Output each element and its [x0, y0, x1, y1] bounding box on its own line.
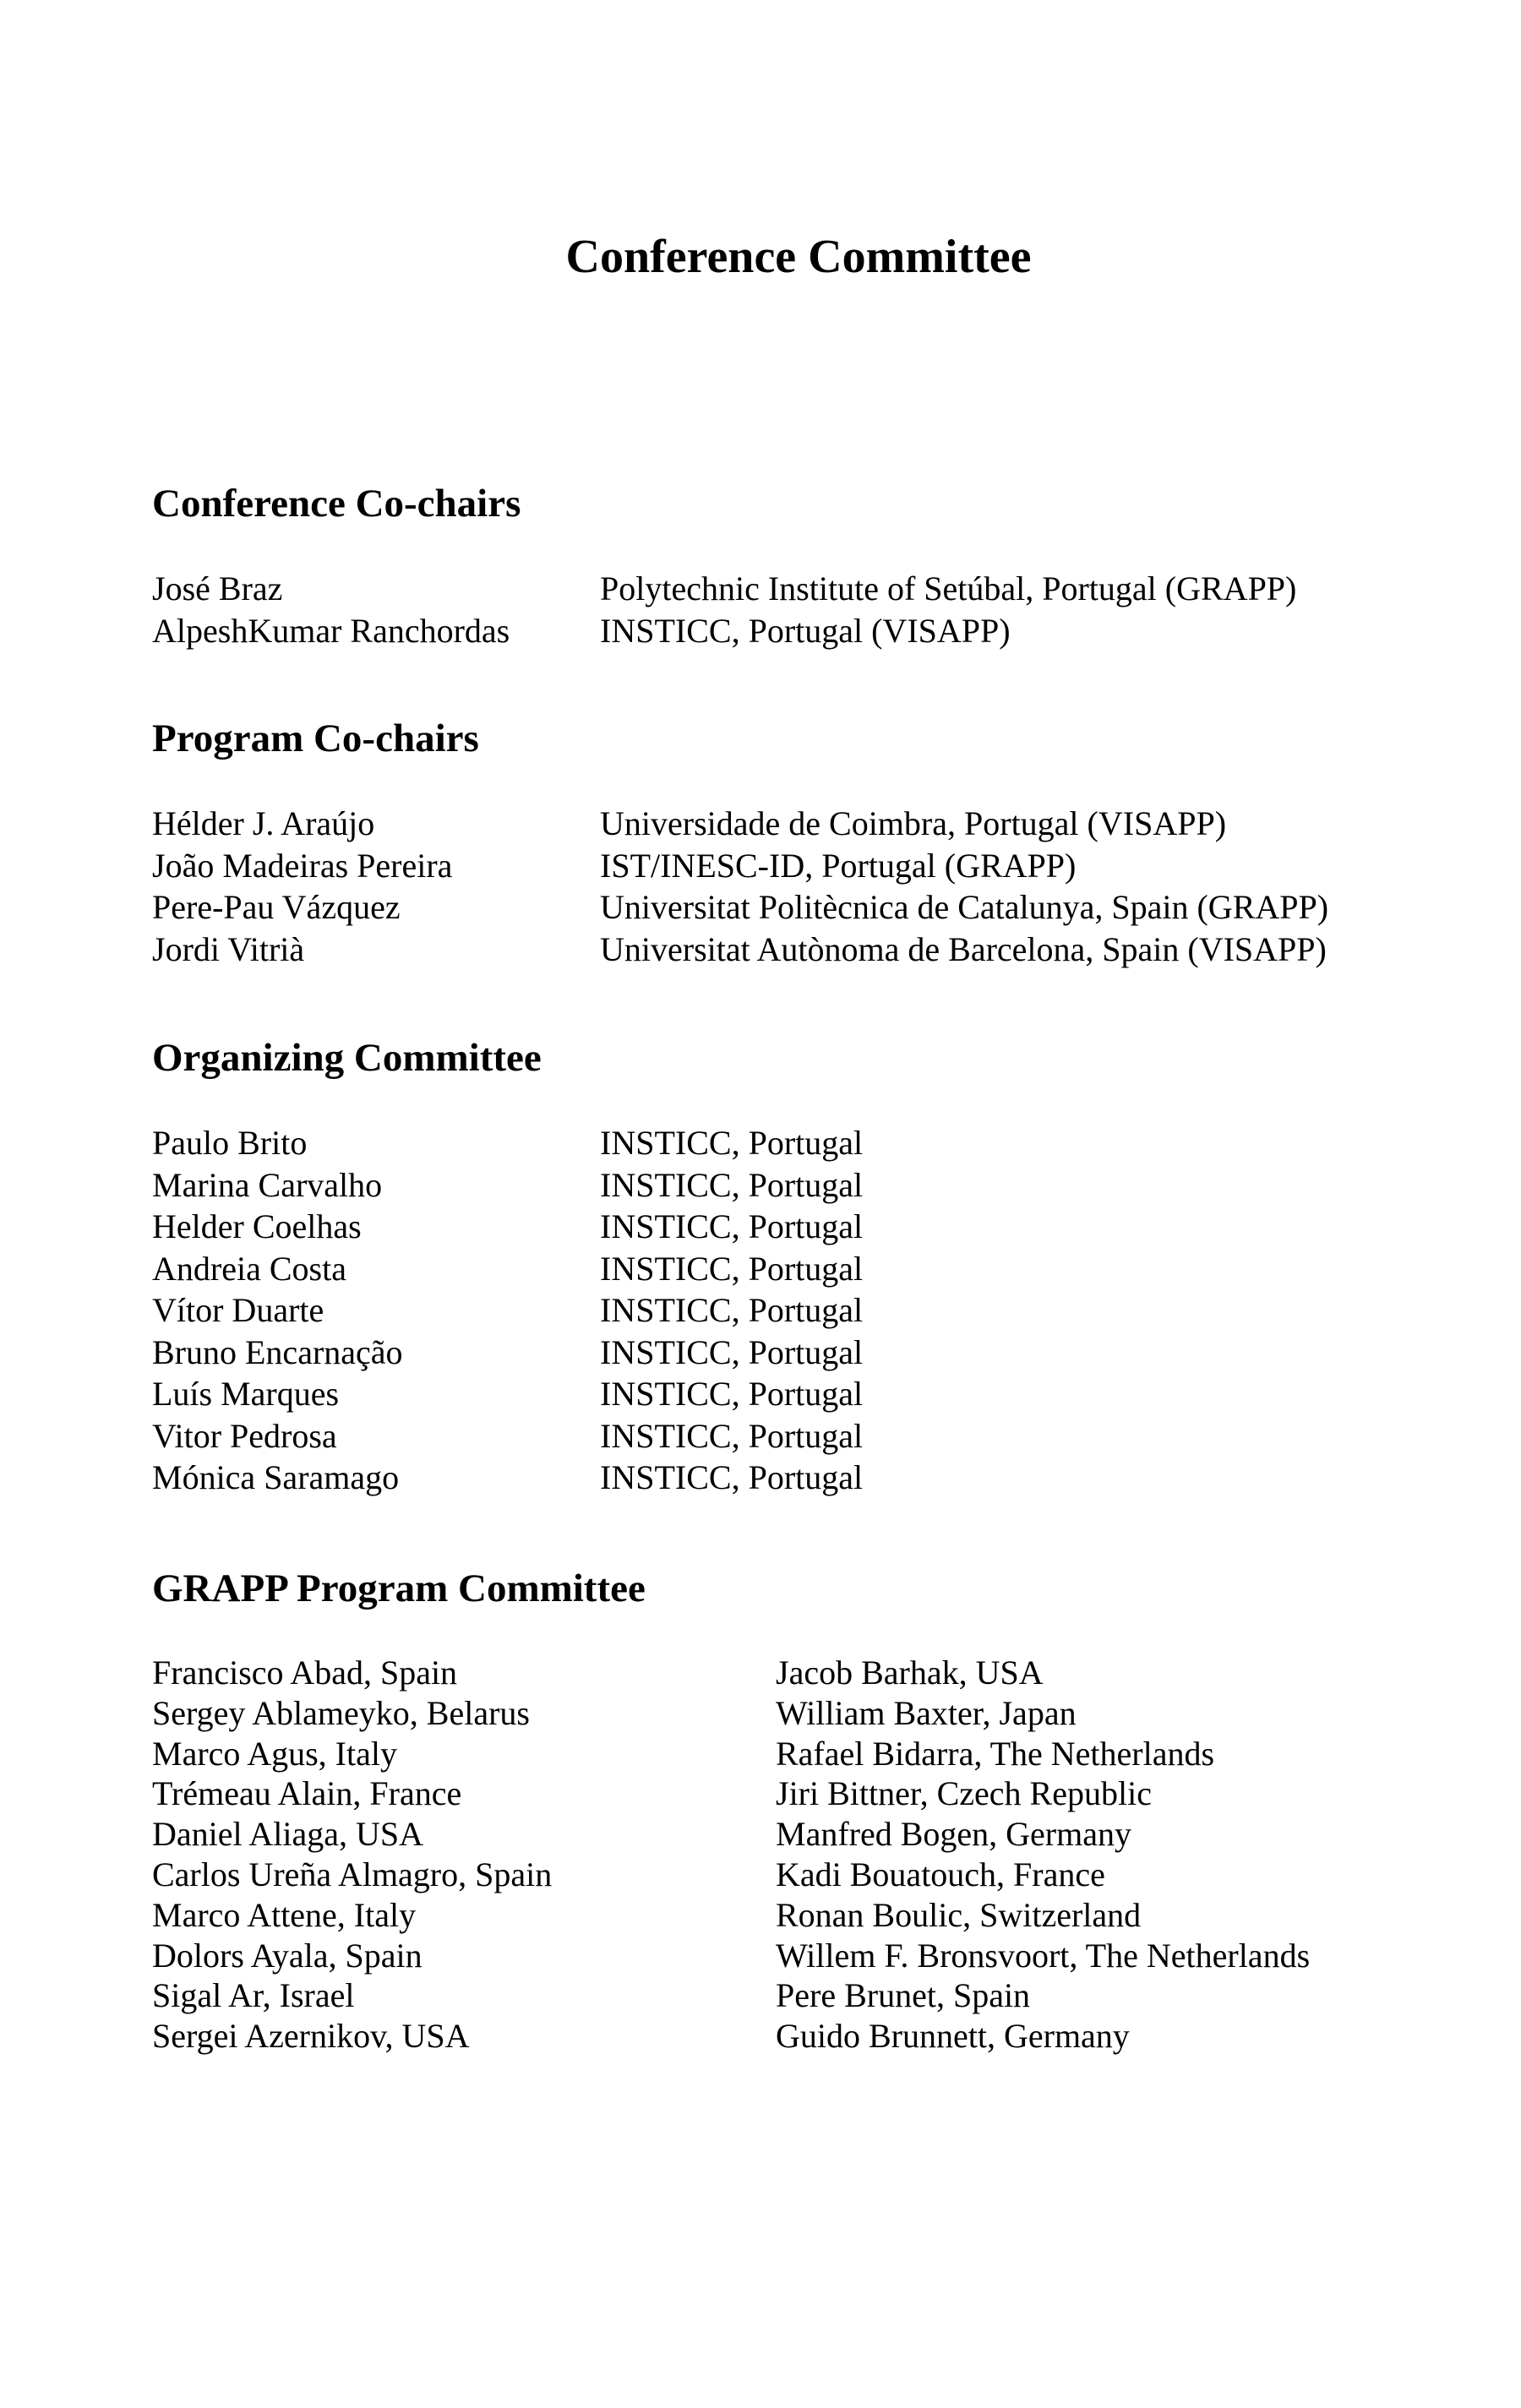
- member-name: Pere-Pau Vázquez: [152, 888, 401, 926]
- list-item: Marco Attene, Italy: [152, 1895, 417, 1934]
- list-item: Sigal Ar, Israel: [152, 1976, 355, 2015]
- section-grapp-program-committee: [152, 1565, 1386, 2057]
- member-name: Andreia Costa: [152, 1249, 346, 1288]
- member-row: [152, 1373, 1386, 1415]
- section-heading: Conference Co-chairs: [152, 482, 521, 526]
- member-row: [152, 1415, 1386, 1457]
- list-item: Daniel Aliaga, USA: [152, 1815, 424, 1854]
- list-item: Rafael Bidarra, The Netherlands: [776, 1734, 1215, 1773]
- member-name: João Madeiras Pereira: [152, 846, 453, 885]
- list-item: Ronan Boulic, Switzerland: [776, 1895, 1142, 1934]
- section-organizing-committee: [152, 1034, 1386, 1499]
- member-row: [152, 1457, 1386, 1499]
- member-name: Helder Coelhas: [152, 1207, 362, 1245]
- list-item: William Baxter, Japan: [776, 1693, 1077, 1732]
- list-item: Jiri Bittner, Czech Republic: [776, 1774, 1152, 1813]
- member-columns: [152, 1653, 1386, 2057]
- member-name: AlpeshKumar Ranchordas: [152, 611, 510, 650]
- member-row: [152, 803, 1386, 845]
- member-list: [152, 1122, 1386, 1499]
- member-affiliation: INSTICC, Portugal: [600, 1416, 864, 1455]
- page-title: Conference Committee: [565, 231, 1032, 283]
- member-affiliation: Universitat Autònoma de Barcelona, Spain (VISAPP): [600, 929, 1327, 968]
- member-row: [152, 845, 1386, 887]
- list-item: Sergei Azernikov, USA: [152, 2017, 470, 2056]
- member-affiliation: Universitat Politècnica de Catalunya, Spain (GRAPP): [600, 888, 1329, 926]
- member-row: [152, 610, 1386, 652]
- section-heading: Organizing Committee: [152, 1036, 542, 1080]
- section-program-cochairs: [152, 715, 1386, 970]
- member-row: [152, 1122, 1386, 1164]
- member-row: [152, 1289, 1386, 1332]
- member-name: Marina Carvalho: [152, 1165, 383, 1204]
- member-column-left: [152, 1653, 776, 2057]
- member-affiliation: INSTICC, Portugal: [600, 1332, 864, 1371]
- member-affiliation: IST/INESC-ID, Portugal (GRAPP): [600, 846, 1077, 885]
- section-conference-cochairs: [152, 480, 1386, 651]
- list-item: Francisco Abad, Spain: [152, 1653, 458, 1692]
- member-row: [152, 929, 1386, 971]
- member-affiliation: INSTICC, Portugal: [600, 1165, 864, 1204]
- member-affiliation: INSTICC, Portugal (VISAPP): [600, 611, 1011, 650]
- member-affiliation: Universidade de Coimbra, Portugal (VISAPP): [600, 804, 1227, 842]
- member-column-right: [776, 1653, 1310, 2057]
- list-item: Kadi Bouatouch, France: [776, 1855, 1105, 1893]
- member-row: [152, 1206, 1386, 1248]
- list-item: Dolors Ayala, Spain: [152, 1936, 422, 1975]
- member-affiliation: INSTICC, Portugal: [600, 1291, 864, 1329]
- list-item: Jacob Barhak, USA: [776, 1653, 1044, 1692]
- member-affiliation: INSTICC, Portugal: [600, 1207, 864, 1245]
- section-heading: GRAPP Program Committee: [152, 1566, 646, 1610]
- member-name: Vítor Duarte: [152, 1291, 324, 1329]
- member-name: Luís Marques: [152, 1375, 340, 1413]
- member-affiliation: INSTICC, Portugal: [600, 1458, 864, 1496]
- member-affiliation: INSTICC, Portugal: [600, 1124, 864, 1162]
- list-item: Sergey Ablameyko, Belarus: [152, 1693, 530, 1732]
- list-item: Marco Agus, Italy: [152, 1734, 397, 1773]
- member-name: Vitor Pedrosa: [152, 1416, 337, 1455]
- member-row: [152, 1332, 1386, 1374]
- member-row: [152, 1164, 1386, 1207]
- member-affiliation: INSTICC, Portugal: [600, 1375, 864, 1413]
- member-name: Paulo Brito: [152, 1124, 308, 1162]
- member-row: [152, 1248, 1386, 1290]
- member-name: José Braz: [152, 569, 283, 607]
- list-item: Pere Brunet, Spain: [776, 1976, 1031, 2015]
- member-name: Hélder J. Araújo: [152, 804, 375, 842]
- member-name: Jordi Vitrià: [152, 929, 305, 968]
- list-item: Willem F. Bronsvoort, The Netherlands: [776, 1936, 1311, 1975]
- member-list: [152, 568, 1386, 651]
- member-row: [152, 568, 1386, 610]
- section-heading: Program Co-chairs: [152, 716, 479, 760]
- member-affiliation: Polytechnic Institute of Setúbal, Portugal (GRAPP): [600, 569, 1297, 607]
- list-item: Carlos Ureña Almagro, Spain: [152, 1855, 553, 1893]
- member-affiliation: INSTICC, Portugal: [600, 1249, 864, 1288]
- list-item: Manfred Bogen, Germany: [776, 1815, 1131, 1854]
- list-item: Trémeau Alain, France: [152, 1774, 462, 1813]
- list-item: Guido Brunnett, Germany: [776, 2017, 1130, 2056]
- member-name: Mónica Saramago: [152, 1458, 400, 1496]
- member-row: [152, 886, 1386, 929]
- member-list: [152, 803, 1386, 970]
- member-name: Bruno Encarnação: [152, 1332, 403, 1371]
